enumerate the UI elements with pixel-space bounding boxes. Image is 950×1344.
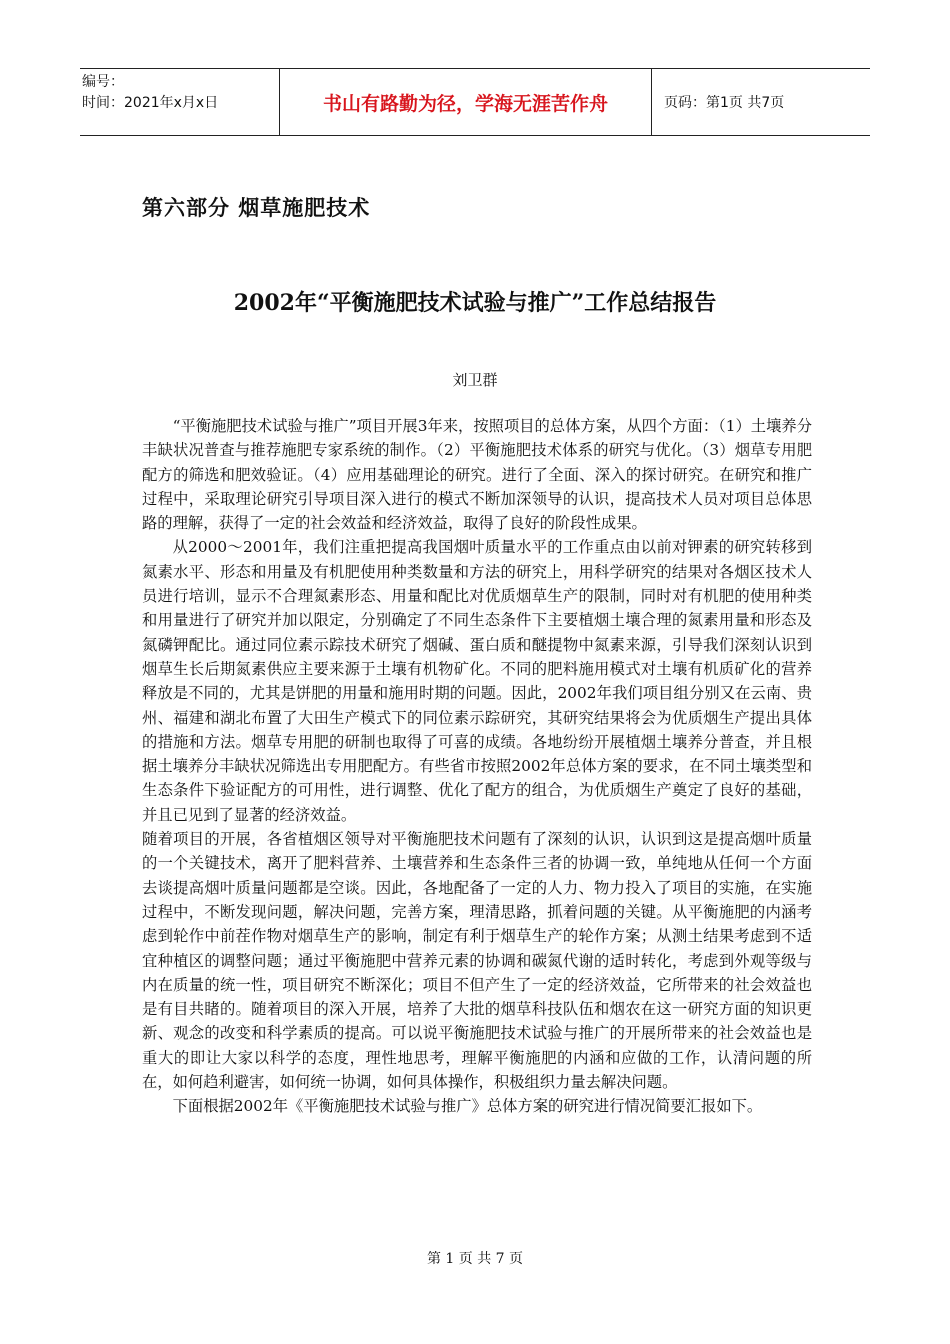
body-text	[142, 414, 812, 1119]
page-footer: 第 1 页 共 7 页	[426, 1251, 524, 1267]
paragraph-1: “平衡施肥技术试验与推广”项目开展3年来，按照项目的总体方案，从四个方面：（1）土壤养分丰缺状况普查与推荐施肥专家系统的制作。（2）平衡施肥技术体系的研究与优化。（3）烟草专用肥配方的筛选和肥效验证。（4）应用基础理论的研究。进行了全面、深入的探讨研究。在研究和推广过程中，采取理论研究引导项目深入进行的模式不断加深领导的认识，提高技术人员对项目总体思路的理解，获得了一定的社会效益和经济效益，取得了良好的阶段性成果。	[142, 417, 812, 533]
section-title: 第六部分 烟草施肥技术	[142, 196, 371, 220]
paragraph-3: 随着项目的开展，各省植烟区领导对平衡施肥技术问题有了深刻的认识，认识到这是提高烟叶质量的一个关键技术，离开了肥料营养、土壤营养和生态条件三者的协调一致，单纯地从任何一个方面去谈提高烟叶质量问题都是空谈。因此，各地配备了一定的人力、物力投入了项目的实施，在实施过程中，不断发现问题，解决问题，完善方案，理清思路，抓着问题的关键。从平衡施肥的内涵考虑到轮作中前茬作物对烟草生产的影响，制定有利于烟草生产的轮作方案；从测土结果考虑到不适宜种植区的调整问题；通过平衡施肥中营养元素的协调和碳氮代谢的适时转化，考虑到外观等级与内在质量的统一性，项目研究不断深化；项目不但产生了一定的经济效益，它所带来的社会效益也是有目共睹的。随着项目的深入开展，培养了大批的烟草科技队伍和烟农在这一研究方面的知识更新、观念的改变和科学素质的提高。可以说平衡施肥技术试验与推广的开展所带来的社会效益也是重大的即让大家以科学的态度，理性地思考，理解平衡施肥的内涵和应做的工作，认清问题的所在，如何趋利避害，如何统一协调，如何具体操作，积极组织力量去解决问题。	[142, 830, 812, 1092]
header-page-info: 页码：第1页 共7页	[664, 95, 785, 111]
paragraph-2: 从2000～2001年，我们注重把提高我国烟叶质量水平的工作重点由以前对钾素的研究转移到氮素水平、形态和用量及有机肥使用种类数量和方法的研究上，用科学研究的结果对各烟区技术人员进行培训，显示不合理氮素形态、用量和配比对优质烟草生产的限制，同时对有机肥的使用种类和用量进行了研究并加以限定，分别确定了不同生态条件下主要植烟土壤合理的氮素用量和形态及氮磷钾配比。通过同位素示踪技术研究了烟碱、蛋白质和醚提物中氮素来源，引导我们深刻认识到烟草生长后期氮素供应主要来源于土壤有机物矿化。不同的肥料施用模式对土壤有机质矿化的营养释放是不同的，尤其是饼肥的用量和施用时期的问题。因此，2002年我们项目组分别又在云南、贵州、福建和湖北布置了大田生产模式下的同位素示踪研究，其研究结果将会为优质烟生产提出具体的措施和方法。烟草专用肥的研制也取得了可喜的成绩。各地纷纷开展植烟土壤养分普查，并且根据土壤养分丰缺状况筛选出专用肥配方。有些省市按照2002年总体方案的要求，在不同土壤类型和生态条件下验证配方的可用性，进行调整、优化了配方的组合，为优质烟生产奠定了良好的基础，并且已见到了显著的经济效益。	[142, 538, 812, 824]
document-date: 时间：2021年x月x日	[82, 95, 219, 111]
header-meta	[80, 69, 280, 135]
report-title: 2002年“平衡施肥技术试验与推广”工作总结报告	[233, 290, 717, 316]
header-motto: 书山有路勤为径，学海无涯苦作舟	[280, 69, 652, 135]
author: 刘卫群	[452, 371, 498, 389]
paragraph-4: 下面根据2002年《平衡施肥技术试验与推广》总体方案的研究进行情况简要汇报如下。	[172, 1097, 763, 1116]
header-table	[80, 68, 870, 136]
document-number-label: 编号：	[82, 74, 124, 90]
